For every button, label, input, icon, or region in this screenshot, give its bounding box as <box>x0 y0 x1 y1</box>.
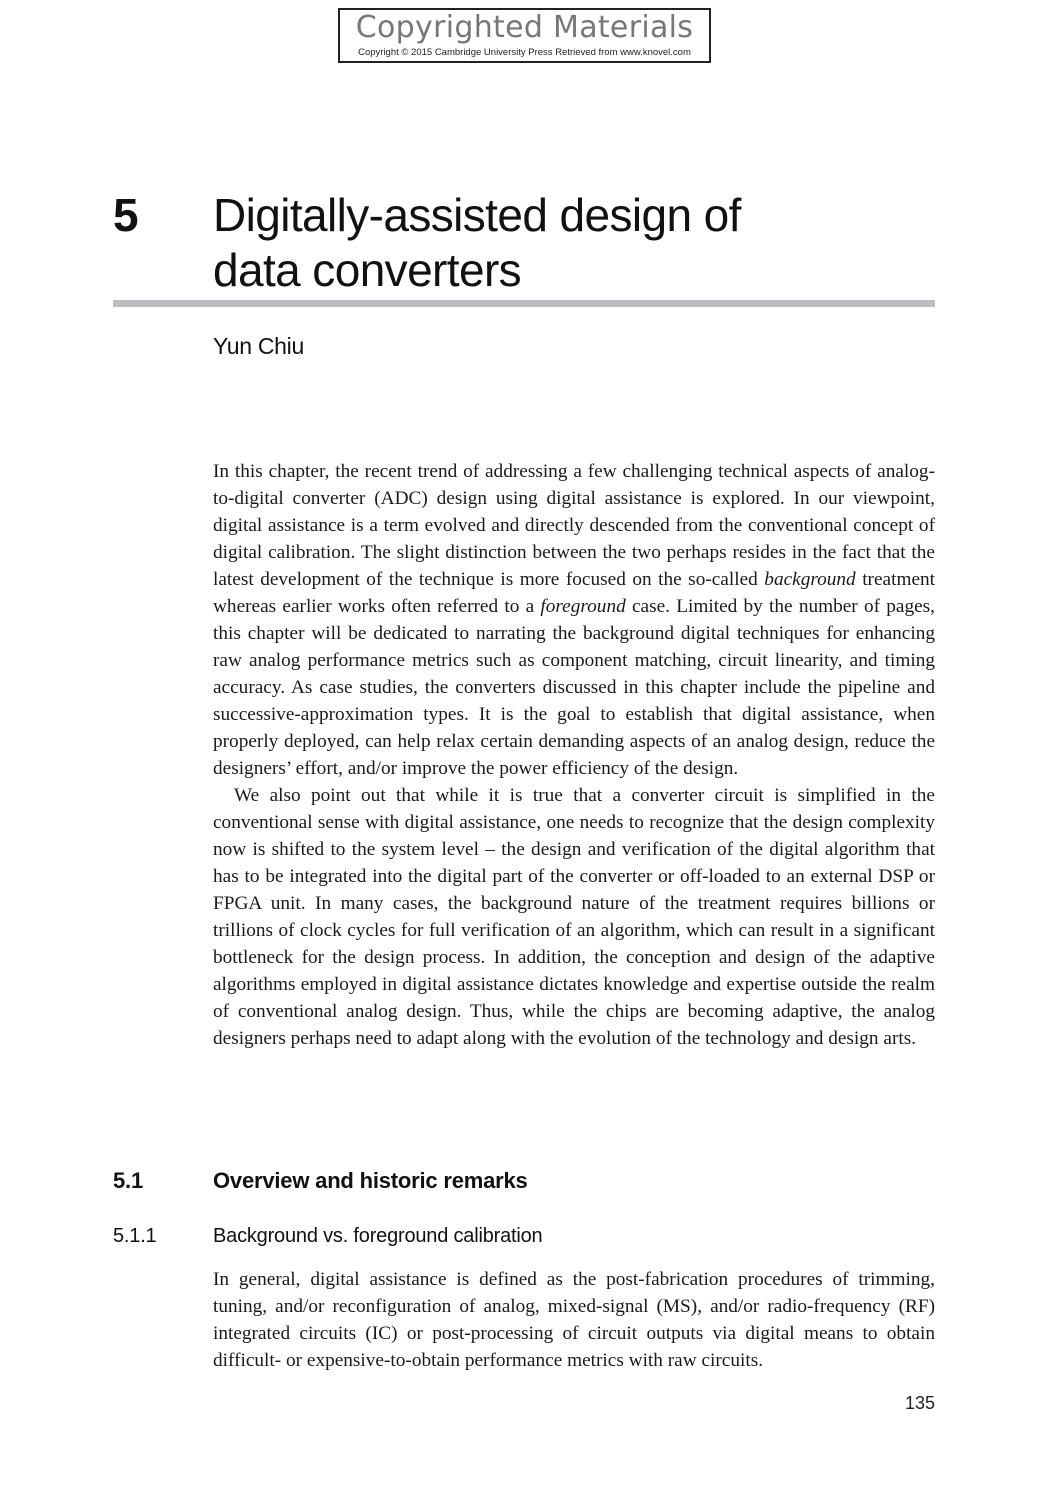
copyright-stamp <box>338 8 711 63</box>
stamp-subtitle: Copyright © 2015 Cambridge University Press Retrieved from www.knovel.com <box>358 47 691 58</box>
intro-p1-emphasis-background: background <box>764 569 856 590</box>
subsection-title: Background vs. foreground calibration <box>213 1225 543 1247</box>
chapter-divider <box>113 300 935 307</box>
section-number: 5.1 <box>113 1168 143 1193</box>
chapter-author: Yun Chiu <box>213 333 304 359</box>
intro-p1-part-a: In this chapter, the recent trend of addressing a few challenging technical aspects of analog-to-digital converter (ADC) design using digital assistance is explored. In our viewpoint, digital assistance is a term evolved and directly descended from the conventional concept of digital calibration. The slight distinction between the two perhaps resides in the fact that the latest development of the technique is more focused on the so-called <box>213 461 935 590</box>
chapter-title-line-1: Digitally-assisted design of <box>213 189 741 241</box>
subsection-paragraph-1: In general, digital assistance is defined as the post-fabrication procedures of trimming, tuning, and/or reconfiguration of analog, mixed-signal (MS), and/or radio-frequency (RF) integrated circuits (IC) or post-processing of circuit outputs via digital means to obtain difficult- or expensive-to-obtain performance metrics with raw circuits. <box>213 1269 935 1371</box>
page-number: 135 <box>904 1393 935 1413</box>
subsection-text <box>213 1266 935 1374</box>
intro-paragraph-1 <box>213 458 935 782</box>
intro-p1-part-c: case. Limited by the number of pages, this chapter will be dedicated to narrating the background digital techniques for enhancing raw analog performance metrics such as component matching, circuit linearity, and timing accuracy. As case studies, the converters discussed in this chapter include the pipeline and successive-approximation types. It is the goal to establish that digital assistance, when properly deployed, can help relax certain demanding aspects of an analog design, reduce the designers’ effort, and/or improve the power efficiency of the design. <box>213 596 935 779</box>
chapter-title-line-2: data converters <box>213 244 522 296</box>
intro-paragraph-2: We also point out that while it is true that a converter circuit is simplified in the conventional sense with digital assistance, one needs to recognize that the design complexity now is shifted to the system level – the design and verification of the digital algorithm that has to be integrated into the digital part of the converter or off-loaded to an external DSP or FPGA unit. In many cases, the background nature of the treatment requires billions or trillions of clock cycles for full verification of an algorithm, which can result in a significant bottleneck for the design process. In addition, the conception and design of the adaptive algorithms employed in digital assistance dictates knowledge and expertise outside the realm of conventional analog design. Thus, while the chips are becoming adaptive, the analog designers perhaps need to adapt along with the evolution of the technology and design arts. <box>213 785 935 1049</box>
chapter-title <box>213 188 933 298</box>
chapter-number: 5 <box>113 189 139 241</box>
stamp-title: Copyrighted Materials <box>355 10 694 45</box>
intro-p1-part-b: treatment whereas earlier works often referred to a <box>213 569 935 617</box>
intro-p1-emphasis-foreground: foreground <box>540 596 626 617</box>
intro-text <box>213 458 935 1052</box>
section-title: Overview and historic remarks <box>213 1168 528 1193</box>
subsection-number: 5.1.1 <box>113 1225 157 1247</box>
